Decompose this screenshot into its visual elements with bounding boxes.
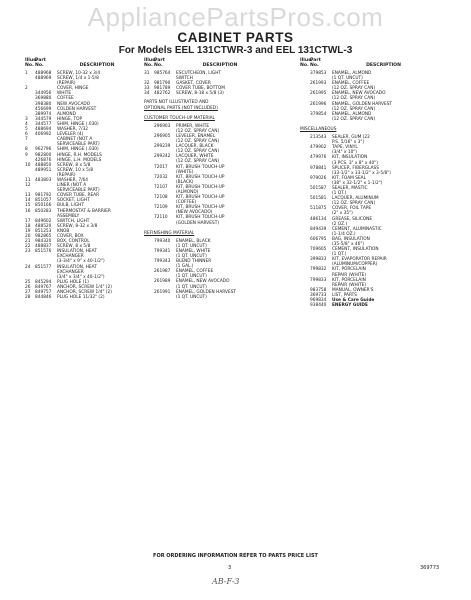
part-number: 72110: [154, 215, 168, 221]
part-number: 849439: [310, 226, 327, 232]
illus-number: 26: [25, 284, 31, 290]
part-number: 72032: [154, 174, 168, 180]
illus-number: 14: [25, 198, 31, 204]
header-part-no: No.: [35, 63, 44, 68]
part-number: 981790: [154, 81, 171, 87]
part-description: INSULATION, HEAT: [57, 264, 97, 270]
part-number: 799341: [154, 248, 171, 254]
part-description: NEW AVOCADO: [57, 101, 91, 107]
part-description: SCREW, 10-32 x 3/4: [57, 71, 101, 76]
part-description: (NEW AVOCADO): [176, 210, 213, 216]
part-number: 488969: [35, 76, 52, 82]
part-description: (12 OZ. SPRAY CAN): [332, 86, 376, 92]
part-description: ASSEMBLY: [57, 213, 80, 219]
part-description: MANUAL, OWNER'S: [332, 287, 374, 293]
header-illus: Illus.: [300, 58, 313, 63]
ordering-footer: FOR ORDERING INFORMATION REFER TO PARTS PRICE LIST: [153, 553, 318, 559]
part-description: LACQUER, ALUMINUM: [332, 196, 379, 202]
part-number: 962796: [35, 147, 52, 153]
part-number: 983758: [310, 287, 327, 293]
section-heading-miscellaneous: MISCELLANEOUS: [300, 126, 337, 132]
document-code: 369773: [420, 565, 440, 571]
part-number: 72108: [154, 195, 168, 201]
illus-number: [144, 295, 154, 300]
part-number: 406992: [35, 132, 52, 138]
part-number: 982865: [35, 234, 52, 239]
page-title: CABINET PARTS: [177, 30, 294, 45]
part-description: REPAIR (WHITE): [332, 272, 367, 278]
illus-number: 8: [25, 147, 28, 153]
part-number: 479976: [310, 155, 327, 161]
part-description: COVER TUBE, REAR: [57, 193, 100, 199]
part-number: 845294: [35, 279, 52, 285]
part-number: 984320: [35, 239, 52, 245]
part-description: (12 OZ. SPRAY CAN): [332, 201, 376, 207]
section-heading-refinishing: REFINISHING MATERIAL: [144, 230, 195, 236]
header-description: DESCRIPTION: [366, 63, 401, 68]
part-description: ENAMEL, WHITE: [176, 248, 211, 254]
section-heading-touchup: CUSTOMER TOUCH-UP MATERIAL: [144, 115, 215, 121]
parts-row: [300, 303, 435, 308]
part-description: (12 OZ. SPRAY CAN): [176, 149, 220, 155]
part-description: SCREW, 10 x 5/8: [57, 167, 94, 173]
part-number: 851577: [35, 264, 52, 270]
header-description: DESCRIPTION: [79, 63, 115, 68]
part-number: 299239: [154, 144, 171, 150]
part-description: (ALMOND): [176, 189, 199, 195]
header-no: No.: [300, 63, 309, 68]
illus-number: 9: [25, 152, 28, 158]
illus-number: 18: [25, 223, 31, 229]
illus-number: 27: [25, 290, 31, 296]
part-description: ALMOND: [57, 111, 76, 117]
part-description: ANCHOR, SCREW 1/4" (2): [57, 284, 112, 290]
part-description: (3 PCS. 3" x 8" x 40"): [332, 160, 378, 166]
part-number: [310, 117, 332, 122]
part-number: 213543: [310, 135, 327, 141]
part-description: SEALER, GUM (22: [332, 135, 370, 141]
illus-number: 24: [25, 264, 31, 270]
part-description: SCREW, 8 x 5/8: [57, 244, 91, 250]
part-number: 299242: [154, 154, 171, 160]
watermark: AppliancePartsPros.com: [87, 2, 384, 32]
illus-number: 21: [25, 239, 31, 245]
part-description: CEMENT, INSULATION: [332, 247, 379, 253]
part-number: 985764: [154, 71, 171, 76]
part-number: 398380: [35, 101, 52, 107]
part-description: BLEND THINNER: [176, 259, 212, 265]
handwritten-mark: AB-F-3: [212, 577, 240, 586]
part-description: SCREW, 8 x 5/8: [57, 162, 91, 168]
part-description: GASKET, COVER: [176, 81, 211, 87]
part-number: 844846: [35, 295, 52, 301]
part-description: ENAMEL, GOLDEN HARVEST: [176, 289, 237, 295]
illus-number: 20: [25, 234, 31, 239]
part-description: HINGE, L.H. MODELS: [57, 157, 102, 163]
part-number: 511875: [310, 206, 327, 212]
illus-number: 13: [25, 193, 31, 199]
part-number: 938440: [310, 303, 327, 309]
part-description: SERVICEABLE PART): [57, 142, 100, 148]
part-description: ENAMEL, ALMOND: [332, 71, 372, 76]
part-description: (12 OZ. SPRAY CAN): [176, 159, 220, 165]
part-description: (1 QT. UNCUT): [176, 284, 207, 290]
illus-number: 19: [25, 228, 31, 234]
part-description: ENAMEL, COFFEE: [176, 269, 214, 275]
part-description: (12 OZ. SPRAY CAN): [176, 139, 220, 145]
part-number: 488968: [35, 71, 52, 76]
part-number: 479902: [310, 145, 327, 151]
page-subtitle: For Models EEL 131CTWR-3 and EEL 131CTWL-3: [118, 45, 353, 56]
parts-row: [300, 117, 435, 122]
part-description: ESCUTCHEON, LIGHT: [176, 71, 222, 76]
part-description: COVER, BOX: [57, 234, 84, 239]
illus-number: 10: [25, 162, 31, 168]
part-description: PRIMER, WHITE: [176, 123, 210, 129]
header-no: No.: [25, 63, 34, 68]
part-description: (1 QT. UNCUT): [176, 254, 207, 259]
illus-number: [300, 117, 310, 122]
illus-number: 5: [25, 127, 28, 133]
part-description: KIT, BRUSH TOUCH-UP: [176, 215, 225, 221]
part-description: SOCKET, LIGHT: [57, 198, 90, 204]
illus-number: 11: [25, 177, 31, 183]
part-number: 483803: [35, 177, 52, 183]
part-number: 849767: [35, 284, 52, 290]
illus-number: 31: [144, 71, 150, 76]
illus-number: 17: [25, 218, 31, 224]
part-description: (12 OZ. SPRAY CAN): [176, 128, 220, 134]
part-number: 709605: [310, 247, 327, 253]
part-number: 72109: [154, 205, 168, 211]
part-description: SCREW, 8-32 x 3/8: [57, 223, 98, 229]
part-number: 344579: [35, 116, 52, 122]
part-number: 261989: [154, 279, 171, 285]
part-description: Use & Care Guide: [332, 298, 375, 304]
header-description: DESCRIPTION: [202, 63, 238, 68]
part-description: GREASE, SILICONE: [332, 216, 373, 222]
part-description: THERMOSTAT & BARRIER: [57, 208, 111, 214]
part-description: LEVELER, ENAMEL: [176, 133, 216, 139]
part-number: 379854: [310, 111, 327, 117]
illus-number: 12: [25, 183, 31, 189]
header-part: Part: [35, 58, 46, 63]
part-description: (REPAIR): [57, 81, 76, 87]
part-description: ANCHOR, SCREW 1/4" (2): [57, 290, 112, 296]
part-description: ENAMEL, COFFEE: [332, 81, 370, 87]
part-description: PLUG HOLE 11/32" (2): [57, 295, 105, 301]
part-description: (2" x 35"): [332, 211, 353, 217]
part-description: EXCHANGER: [57, 269, 84, 275]
parts-row: [144, 91, 264, 96]
part-description: (GOLDEN HARVEST): [176, 220, 219, 226]
part-number: 426876: [35, 157, 52, 163]
part-number: 799343: [154, 259, 171, 265]
illus-number: [144, 221, 154, 226]
part-number: 489951: [35, 167, 52, 173]
part-number: 482762: [154, 91, 171, 97]
part-description: SWITCH: [176, 76, 193, 82]
part-description: CEMENT, ALUMINASTIC: [332, 226, 382, 232]
part-number: 799833: [310, 277, 327, 283]
part-number: 296905: [154, 133, 171, 139]
illus-number: 1: [25, 71, 28, 76]
column-header: [300, 63, 435, 68]
part-description: KIT, PORCELAIN: [332, 267, 366, 273]
part-description: (12 OZ. SPRAY CAN): [332, 96, 376, 102]
part-number: [154, 221, 176, 226]
parts-column-1: [25, 58, 137, 300]
column-header: [25, 63, 137, 68]
part-description: (1 QT. UNCUT): [176, 274, 207, 280]
part-number: 979026: [310, 175, 327, 181]
part-description: ENAMEL, GOLDEN HARVEST: [332, 101, 393, 107]
part-number: 344956: [35, 91, 52, 97]
part-description: P.S. 5/16" x 3"): [332, 140, 365, 146]
part-number: 488520: [35, 223, 52, 229]
part-description: HINGE, TOP: [57, 116, 83, 122]
part-description: ENAMEL, NEW AVOCADO: [332, 91, 386, 97]
part-number: 851253: [35, 228, 52, 234]
part-description: SWITCH, LIGHT: [57, 218, 90, 224]
part-number: 369733: [310, 292, 327, 298]
part-number: 851576: [35, 249, 52, 255]
part-description: KIT, FOAM SEAL: [332, 175, 367, 181]
part-number: 72107: [154, 184, 168, 190]
header-illus: Illus.: [144, 58, 157, 63]
part-description: SHIM, HINGE (.030): [57, 121, 99, 127]
header-illus: Illus.: [25, 58, 38, 63]
part-number: 261991: [154, 289, 171, 295]
part-number: 261995: [310, 91, 327, 97]
illus-number: 3: [25, 116, 28, 122]
part-number: 850283: [35, 208, 52, 214]
part-number: 850166: [35, 203, 52, 209]
part-description: (38" x 32-1/2" x 1-1/2"): [332, 180, 383, 186]
part-description: (35-5/8" x 46"): [332, 242, 364, 247]
part-description: ENAMEL, BLACK: [176, 238, 211, 244]
part-description: KIT, PORCELAIN: [332, 277, 366, 283]
part-number: 486134: [310, 216, 327, 222]
parts-row: [25, 295, 137, 300]
part-number: 369880: [35, 96, 52, 102]
part-description: (BLACK): [176, 179, 194, 185]
part-description: LACQUER, WHITE: [176, 154, 214, 160]
illus-number: 23: [25, 249, 31, 255]
part-description: ENAMEL, ALMOND: [332, 111, 372, 117]
header-part-no: No.: [154, 63, 163, 68]
part-description: ENERGY GUIDE: [332, 303, 368, 309]
illus-number: 22: [25, 244, 31, 250]
part-number: 488850: [35, 162, 52, 168]
part-number: 978841: [310, 165, 327, 171]
part-description: (3/4" x 3/4" x 40-1/2"): [57, 274, 105, 280]
part-description: COVER, HINGE: [57, 86, 89, 92]
part-description: KIT, EVAPORATOR REPAIR: [332, 257, 387, 263]
part-number: 982800: [35, 152, 52, 158]
part-number: 851057: [35, 198, 52, 204]
part-number: 389974: [35, 111, 52, 117]
part-description: KIT, BRUSH TOUCH-UP: [176, 205, 225, 211]
part-number: 456699: [35, 106, 52, 112]
part-description: (ALUMINUM/COPPER): [332, 262, 378, 268]
illus-number: 34: [144, 91, 150, 97]
part-description: (2 OZ.): [332, 221, 348, 227]
section-note: PARTS NOT ILLUSTRATED AND: [144, 100, 209, 106]
part-number: 849602: [35, 218, 52, 224]
illus-number: 33: [144, 86, 150, 92]
part-description: (1 QT.): [332, 191, 347, 197]
illus-number: 15: [25, 203, 31, 209]
illus-number: 4: [25, 121, 28, 127]
section-note: OPTIONAL PARTS (NOT INCLUDED): [144, 105, 218, 111]
part-description: CABINET (NOT A: [57, 137, 93, 143]
part-description: (1-1/4 OZ.): [332, 231, 356, 237]
part-number: 261996: [310, 101, 327, 107]
part-description: (1 QT.): [332, 252, 347, 258]
part-number: 399833: [310, 257, 327, 263]
part-number: 261987: [154, 269, 171, 275]
illus-number: 16: [25, 208, 31, 214]
part-number: 261993: [310, 81, 327, 87]
parts-row: [144, 295, 264, 300]
page-number: 3: [228, 565, 232, 571]
part-description: SERVICEABLE PART): [57, 188, 100, 194]
part-description: KNOB: [57, 228, 70, 234]
illus-number: 32: [144, 81, 150, 87]
part-description: COVER TUBE, BOTTOM: [176, 86, 225, 92]
header-part-no: No.: [310, 63, 319, 68]
part-number: 799340: [154, 238, 171, 244]
part-description: (1 QT. UNCUT): [332, 76, 363, 82]
part-description: LACQUER, BLACK: [176, 144, 214, 150]
part-description: (3-3/4" x 9" x 40-1/2"): [57, 259, 105, 265]
header-no: No.: [144, 63, 153, 68]
part-number: 849757: [35, 290, 52, 296]
part-description: (1 QT. UNCUT): [176, 243, 207, 249]
part-description: WASHER, 7/64: [57, 177, 88, 183]
parts-row: [144, 221, 264, 226]
part-number: 981789: [154, 86, 171, 92]
part-description: SCREW, 8-18 x 5/8 (3): [176, 91, 224, 97]
part-description: BULB, LIGHT: [57, 203, 85, 209]
part-description: KIT, INSULATION: [332, 155, 368, 161]
part-number: 501587: [310, 185, 327, 191]
part-description: (33-1/2" x 33-1/2" x 3-5/8"): [332, 170, 391, 176]
part-description: KIT, BRUSH TOUCH-UP: [176, 184, 225, 190]
part-description: SEALER, MASTIC: [332, 185, 368, 191]
column-header: [144, 63, 264, 68]
part-description: COLDEN HARVEST: [57, 106, 97, 112]
part-description: TAPE, VINYL: [332, 145, 358, 151]
part-description: KIT, BRUSH TOUCH-UP: [176, 164, 225, 170]
part-description: SCREW, 1/4 x 1-5/8: [57, 76, 99, 82]
part-number: [154, 295, 176, 300]
part-number: 501581: [310, 196, 327, 202]
part-number: 981792: [35, 193, 52, 199]
illus-number: 6: [25, 132, 28, 138]
part-number: 72017: [154, 164, 168, 170]
illus-number: 2: [25, 86, 28, 92]
part-description: REPAIR (WHITE): [332, 282, 367, 288]
part-number: 488694: [35, 127, 52, 133]
part-number: 488837: [35, 244, 52, 250]
part-number: 379853: [310, 71, 327, 76]
part-description: BAG, INSULATION: [332, 236, 370, 242]
part-description: (COFFEE): [176, 200, 197, 206]
part-description: WHITE: [57, 91, 72, 97]
part-description: COFFEE: [57, 96, 74, 102]
illus-number: 28: [25, 295, 31, 301]
part-description: (REPAIR): [57, 172, 76, 178]
part-description: SPLICER, FIBERGLASS: [332, 165, 380, 171]
part-description: EXCHANGER: [57, 254, 84, 260]
header-part: Part: [154, 58, 165, 63]
part-number: 799832: [310, 267, 327, 273]
part-description: WASHER, 7/32: [57, 127, 88, 133]
part-description: (1 GAL.): [176, 264, 194, 270]
part-description: PLUG HOLE (1): [57, 279, 89, 285]
parts-column-2: [144, 58, 264, 300]
part-description: (WHITE): [176, 169, 194, 175]
part-description: ENAMEL, NEW AVOCADO: [176, 279, 230, 285]
header-part: Part: [310, 58, 321, 63]
part-description: LEVELER (4): [57, 132, 84, 138]
part-description: (12 OZ. SPRAY CAN): [332, 116, 376, 122]
part-description: BOX, CONTROL: [57, 239, 90, 245]
part-description: KIT, BRUSH TOUCH-UP: [176, 174, 225, 180]
part-description: LIST, PARTS: [332, 292, 358, 298]
part-number: 296903: [154, 123, 171, 129]
part-description: KIT, BRUSH TOUCH-UP: [176, 195, 225, 201]
part-description: (1 QT. UNCUT): [176, 294, 207, 300]
parts-column-3: [300, 58, 435, 308]
illus-number: [300, 303, 310, 308]
part-description: LINER (NOT A: [57, 183, 87, 189]
part-description: COVER, FOIL TAPE: [332, 206, 372, 212]
part-description: INSULATION, HEAT: [57, 249, 97, 255]
part-number: 344577: [35, 121, 52, 127]
illus-number: 7: [25, 137, 28, 143]
part-number: 606795: [310, 236, 327, 242]
part-description: (3/4" x 10"): [332, 150, 357, 156]
illus-number: 25: [25, 279, 31, 285]
part-description: SHIM, HINGE (.030): [57, 147, 99, 153]
part-description: (12 OZ. SPRAY CAN): [332, 106, 376, 112]
part-number: 969834: [310, 298, 327, 304]
part-description: HINGE, R.H. MODELS: [57, 152, 102, 158]
